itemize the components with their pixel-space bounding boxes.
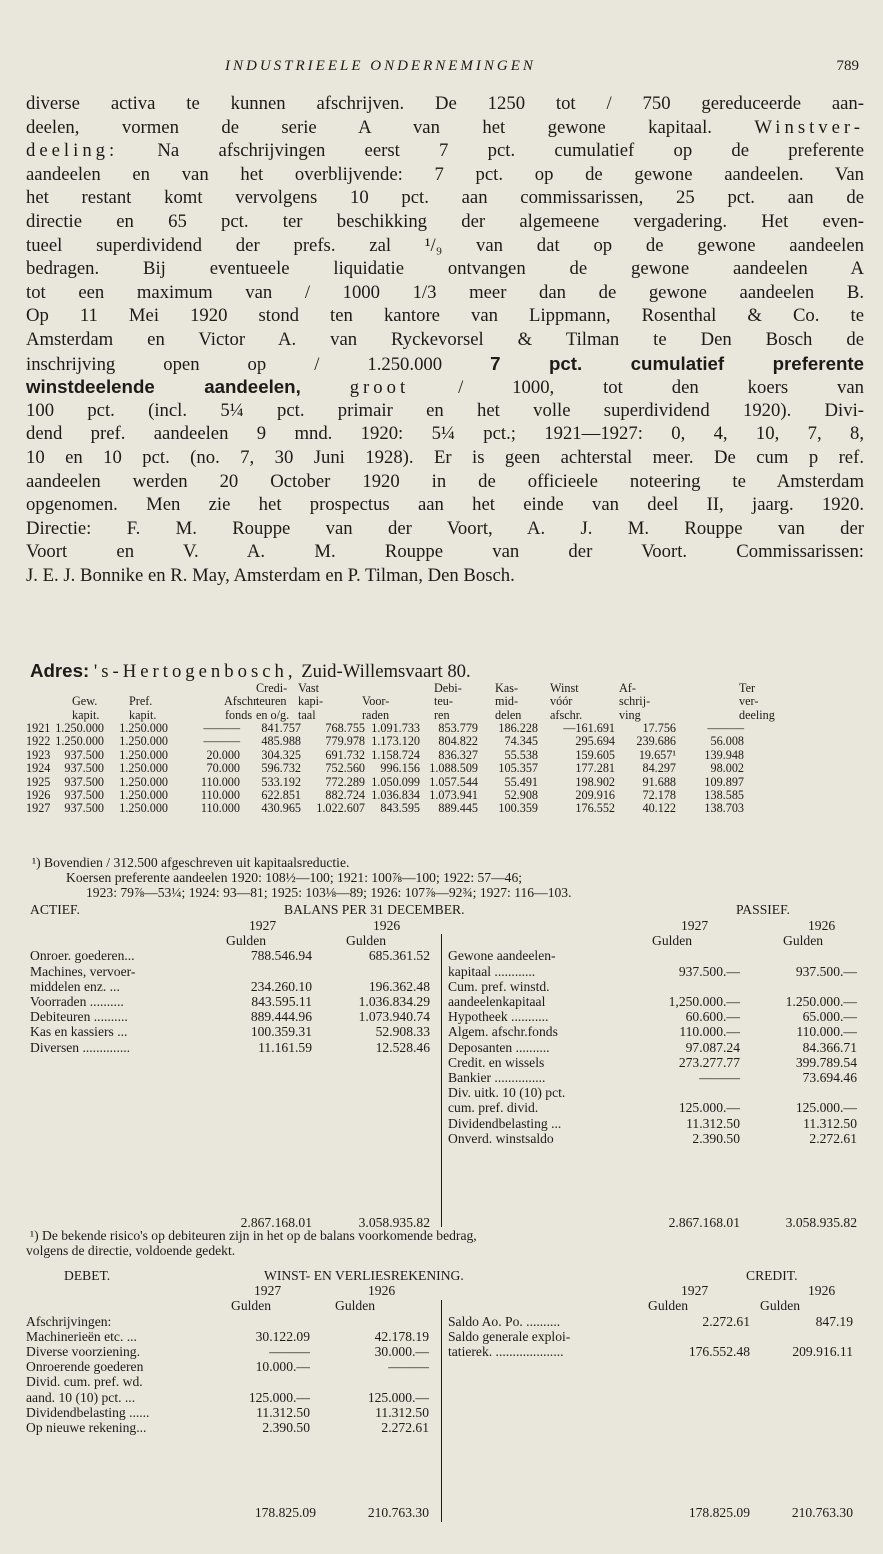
balance-item-label: Dividendbelasting ...: [448, 1115, 562, 1131]
stats-cell: ———: [203, 721, 240, 735]
balance-value: ———: [699, 1070, 740, 1085]
stats-year: 1922: [26, 734, 51, 749]
stats-cell: 533.192: [261, 774, 301, 789]
balance-value: 125.000.—: [795, 1100, 857, 1116]
stats-cell: 176.552: [575, 801, 615, 816]
balance-value: 110.000.—: [796, 1024, 857, 1040]
stats-cell: 622.851: [261, 788, 301, 802]
body-line: Amsterdam en Victor A. van Ryckevorsel & Tilman te Den Bosch de: [26, 328, 864, 350]
passief-label: PASSIEF.: [736, 902, 790, 917]
balance-value: 11.161.59: [258, 1039, 312, 1055]
stats-cell: 691.732: [325, 747, 365, 762]
balance-item-label: kapitaal ............: [448, 963, 536, 979]
stats-header-cred: teuren: [256, 694, 287, 709]
balance-total: 3.058.935.82: [358, 1215, 430, 1230]
balance-item-label: Credit. en wissels: [448, 1054, 545, 1070]
pl-value: 30.122.09: [255, 1328, 310, 1344]
balance-value: 685.361.52: [368, 948, 430, 964]
pl-value: 2.390.50: [262, 1420, 310, 1435]
stats-cell: 1.073.941: [429, 788, 478, 802]
stats-header-vast: taal: [298, 707, 316, 722]
body-line: tot een maximum van / 1000 1/3 meer dan de gewone aandeelen B.: [26, 281, 864, 303]
balance-value: 843.595.11: [251, 994, 312, 1009]
stats-header-afschr: fonds: [225, 707, 253, 722]
stats-cell: 779.978: [325, 734, 365, 749]
balance-value: 2.390.50: [692, 1130, 740, 1146]
balance-value: 889.444.96: [250, 1009, 312, 1025]
balance-note: volgens de directie, voldoende gedekt.: [26, 1243, 236, 1258]
stats-cell: 430.965: [261, 801, 301, 816]
body-line: aandeelen en van het overblijvende: 7 pct. op de gewone aandeelen. Van: [26, 163, 864, 185]
balance-value: 11.312.50: [686, 1115, 740, 1131]
stats-cell: 772.289: [325, 774, 365, 789]
balance-item-label: Onroer. goederen...: [30, 948, 135, 964]
stats-header-pref: Pref.: [129, 694, 153, 709]
stats-footnote: ¹) Bovendien / 312.500 afgeschreven uit kapitaalsreductie.: [32, 855, 350, 870]
pl-unit: Gulden: [231, 1298, 272, 1314]
stats-header-debi: ren: [434, 707, 450, 722]
address-city: 's-Hertogenbosch,: [93, 661, 297, 682]
stats-cell: 1.057.544: [429, 774, 478, 789]
stats-cell: —161.691: [563, 721, 615, 735]
pl-year: 1927: [254, 1283, 282, 1299]
address-line: [30, 660, 471, 683]
body-line: het restant komt vervolgens 10 pct. aan commissarissen, 25 pct. aan de: [26, 187, 864, 209]
pl-year: 1927: [681, 1283, 709, 1299]
stats-header-winst: Winst: [550, 681, 579, 695]
pl-value: 2.272.61: [702, 1313, 750, 1329]
stats-header-af: Af-: [619, 681, 636, 695]
header-title: INDUSTRIEELE ONDERNEMINGEN: [225, 58, 536, 74]
stats-cell: 72.178: [642, 788, 676, 802]
stats-cell: 198.902: [575, 774, 615, 789]
stats-header-kas: Kas-: [495, 681, 519, 695]
balance-item-label: Gewone aandeelen-: [448, 948, 556, 964]
stats-cell: 177.281: [575, 761, 615, 776]
stats-header-debi: Debi-: [434, 681, 462, 695]
stats-header-voor: raden: [362, 707, 390, 722]
body-line: 100 pct. (incl. 5¼ pct. primair en het volle superdividend 1920). Divi-: [26, 399, 864, 421]
stats-koersen-line: 1923: 79⅞—53¼; 1924: 93—81; 1925: 103⅛—89; 1926: 107⅞—92¾; 1927: 116—103.: [86, 885, 572, 900]
stats-cell: 752.560: [325, 761, 365, 776]
stats-cell: 91.688: [642, 774, 676, 789]
body-line: bedragen. Bij eventueele liquidatie ontvangen de gewone aandeelen A: [26, 258, 864, 280]
balance-unit: Gulden: [783, 933, 824, 949]
balance-value: 1.250.000.—: [785, 994, 857, 1009]
body-line: deelen, vormen de serie A van het gewone kapitaal. Winstver-: [26, 116, 864, 138]
body-line: aandeelen werden 20 October 1920 in de officieele noteering te Amsterdam: [26, 470, 864, 492]
stats-header-winst: vóór: [550, 694, 573, 709]
pl-title: WINST- EN VERLIESREKENING.: [264, 1268, 464, 1283]
balance-value: 399.789.54: [795, 1054, 857, 1070]
balance-item-label: cum. pref. divid.: [448, 1100, 539, 1116]
pl-item-label: Divid. cum. pref. wd.: [26, 1374, 143, 1390]
body-line: directie en 65 pct. ter beschikking der algemeene vergadering. Het even-: [26, 210, 864, 232]
statistics-footnotes: [26, 855, 866, 900]
stats-cell: 52.908: [504, 788, 538, 802]
body-line: dend pref. aandeelen 9 mnd. 1920: 5¼ pct.; 1921—1927: 0, 4, 10, 7, 8,: [26, 423, 864, 445]
body-line: diverse activa te kunnen afschrijven. De 1250 tot / 750 gereduceerde aan-: [26, 93, 864, 114]
stats-header-cred: Credi-: [256, 681, 288, 695]
stats-cell: 996.156: [380, 761, 420, 776]
stats-cell: 1.250.000: [55, 734, 104, 749]
balance-value: 110.000.—: [679, 1024, 740, 1040]
stats-cell: 109.897: [704, 774, 744, 789]
pl-item-label: Afschrijvingen:: [26, 1313, 112, 1329]
stats-cell: 485.988: [261, 734, 301, 749]
stats-cell: 74.345: [504, 734, 538, 749]
balance-value: 65.000.—: [802, 1009, 857, 1025]
stats-cell: 1.250.000: [119, 801, 168, 816]
body-line: tueel superdividend der prefs. zal ¹/₉ van dat op de gewone aandeelen: [26, 234, 864, 256]
pl-item-label: Saldo generale exploi-: [448, 1328, 571, 1344]
stats-cell: 882.724: [325, 788, 365, 802]
balance-item-label: Bankier ...............: [448, 1070, 546, 1085]
pl-item-label: Saldo Ao. Po. ..........: [448, 1313, 561, 1329]
stats-header-pref: kapit.: [129, 707, 157, 722]
stats-cell: ———: [203, 734, 240, 749]
stats-cell: 937.500: [64, 747, 104, 762]
balance-value: 196.362.48: [368, 978, 430, 994]
balance-value: 52.908.33: [375, 1024, 430, 1040]
balance-total: 2.867.168.01: [240, 1215, 312, 1230]
pl-item-label: aand. 10 (10) pct. ...: [26, 1389, 136, 1405]
stats-cell: 1.036.834: [371, 788, 420, 802]
pl-total: 178.825.09: [254, 1505, 316, 1520]
pl-total: 178.825.09: [688, 1505, 750, 1520]
running-header: [0, 58, 883, 78]
stats-cell: 1.088.509: [429, 761, 478, 776]
stats-cell: 56.008: [710, 734, 744, 749]
body-line: deeling: Na afschrijvingen eerst 7 pct. cumulatief op de preferente: [26, 140, 864, 162]
stats-header-debi: teu-: [434, 694, 453, 709]
pl-total: 210.763.30: [791, 1505, 853, 1520]
stats-cell: 209.916: [575, 788, 615, 802]
stats-cell: 1.250.000: [119, 761, 168, 776]
stats-header-afschr: Afschr.: [224, 694, 260, 709]
pl-unit: Gulden: [648, 1298, 689, 1314]
stats-header-gew: Gew.: [72, 694, 98, 709]
address-label: Adres:: [30, 660, 90, 681]
balance-year: 1927: [681, 918, 709, 933]
body-paragraph: [26, 92, 864, 587]
stats-cell: 841.757: [261, 721, 301, 735]
stats-cell: 110.000: [200, 788, 240, 802]
body-line: J. E. J. Bonnike en R. May, Amsterdam en P. Tilman, Den Bosch.: [26, 564, 515, 586]
stats-cell: 937.500: [64, 761, 104, 776]
pl-value: 30.000.—: [374, 1344, 429, 1359]
balance-item-label: Voorraden ..........: [30, 994, 124, 1009]
stats-cell: 70.000: [206, 761, 240, 776]
pl-total: 210.763.30: [367, 1505, 429, 1520]
stats-cell: 139.948: [704, 747, 744, 762]
balance-value: 84.366.71: [802, 1039, 857, 1055]
stats-year: 1926: [26, 788, 51, 802]
pl-item-label: Machinerieën etc. ...: [26, 1328, 137, 1344]
pl-value: 125.000.—: [248, 1389, 310, 1405]
pl-unit: Gulden: [760, 1298, 801, 1314]
stats-cell: 1.250.000: [55, 721, 104, 735]
stats-cell: 110.000: [200, 774, 240, 789]
balance-value: 2.272.61: [809, 1130, 857, 1146]
balance-item-label: Machines, vervoer-: [30, 963, 136, 979]
balance-item-label: Cum. pref. winstd.: [448, 978, 550, 994]
balance-item-label: aandeelenkapitaal: [448, 994, 546, 1009]
balance-note: ¹) De bekende risico's op debiteuren zijn in het op de balans voorkomende bedrag,: [30, 1228, 477, 1243]
stats-cell: 19.657¹: [638, 747, 676, 762]
stats-cell: 40.122: [642, 801, 676, 816]
stats-cell: 937.500: [64, 801, 104, 816]
stats-cell: 1.250.000: [119, 774, 168, 789]
pl-item-label: tatierek. ....................: [448, 1344, 564, 1359]
balance-item-label: Debiteuren ..........: [30, 1009, 128, 1025]
pl-value: ———: [388, 1359, 429, 1375]
stats-cell: 186.228: [498, 721, 538, 735]
pl-value: 209.916.11: [792, 1344, 853, 1359]
body-line: 10 en 10 pct. (no. 7, 30 Juni 1928). Er is geen achterstal meer. De cum p ref.: [26, 446, 864, 468]
stats-header-kas: mid-: [495, 694, 519, 709]
body-line: Voort en V. A. M. Rouppe van der Voort. Commissarissen:: [26, 541, 864, 563]
pl-item-label: Diverse voorziening.: [26, 1344, 141, 1359]
pl-item-label: Op nieuwe rekening...: [26, 1420, 147, 1435]
balance-value: 1.036.834.29: [358, 994, 430, 1009]
address-street: Zuid-Willemsvaart 80.: [301, 661, 471, 682]
balance-value: 1.073.940.74: [358, 1009, 430, 1025]
balance-year: 1927: [249, 918, 277, 933]
balance-item-label: Kas en kassiers ...: [30, 1024, 128, 1040]
stats-cell: 937.500: [64, 774, 104, 789]
balance-value: 937.500.—: [678, 963, 740, 979]
balance-value: 12.528.46: [375, 1039, 430, 1055]
stats-cell: 889.445: [438, 801, 478, 816]
stats-header-vast: kapi-: [298, 694, 324, 709]
stats-header-af: schrij-: [619, 694, 651, 709]
balance-divider: [441, 1213, 442, 1227]
pl-divider: [441, 1300, 442, 1522]
balance-item-label: middelen enz. ...: [30, 978, 120, 994]
stats-cell: 1.050.099: [371, 774, 420, 789]
balance-value: 100.359.31: [250, 1024, 312, 1040]
stats-cell: ———: [707, 721, 744, 735]
balance-item-label: Diversen ..............: [30, 1039, 131, 1055]
balance-value: 788.546.94: [250, 948, 312, 964]
stats-header-vast: Vast: [298, 681, 319, 695]
stats-cell: 1.250.000: [119, 747, 168, 762]
balance-year: 1926: [808, 918, 836, 933]
body-line: Directie: F. M. Rouppe van der Voort, A. J. M. Rouppe van der: [26, 517, 864, 539]
pl-value: 11.312.50: [375, 1404, 429, 1420]
stats-cell: 1.250.000: [119, 788, 168, 802]
stats-year: 1925: [26, 774, 51, 789]
pl-year: 1926: [368, 1283, 396, 1299]
stats-cell: 1.158.724: [371, 747, 420, 762]
stats-cell: 55.491: [504, 774, 538, 789]
stats-cell: 105.357: [498, 761, 538, 776]
stats-cell: 1.250.000: [119, 734, 168, 749]
stats-header-kas: delen: [495, 707, 522, 722]
balance-value: 273.277.77: [678, 1054, 740, 1070]
balance-item-label: Deposanten ..........: [448, 1039, 550, 1055]
pl-year: 1926: [808, 1283, 836, 1299]
stats-header-voor: Voor-: [362, 694, 390, 709]
stats-header-ter: deeling: [739, 707, 775, 722]
stats-cell: 295.694: [575, 734, 615, 749]
stats-cell: 100.359: [498, 801, 538, 816]
balance-value: 60.600.—: [685, 1009, 740, 1025]
stats-cell: 804.822: [438, 734, 478, 749]
pl-value: 42.178.19: [374, 1328, 429, 1344]
pl-item-label: Dividendbelasting ......: [26, 1404, 150, 1420]
stats-cell: 239.686: [636, 734, 676, 749]
stats-cell: 843.595: [380, 801, 420, 816]
stats-year: 1924: [26, 761, 51, 776]
body-line: opgenomen. Men zie het prospectus aan het einde van deel II, jaarg. 1920.: [26, 494, 864, 516]
balance-value: 11.312.50: [803, 1115, 857, 1131]
balance-value: 1,250.000.—: [668, 994, 740, 1009]
stats-cell: 1.173.120: [371, 734, 420, 749]
stats-cell: 138.703: [704, 801, 744, 816]
actief-label: ACTIEF.: [30, 902, 80, 917]
balance-value: 234.260.10: [250, 978, 312, 994]
pl-value: 125.000.—: [367, 1389, 429, 1405]
stats-cell: 596.732: [261, 761, 301, 776]
balance-value: 125.000.—: [678, 1100, 740, 1116]
stats-cell: 55.538: [504, 747, 538, 762]
balance-divider: [441, 934, 442, 1226]
stats-header-ter: Ter: [739, 681, 756, 695]
stats-cell: 159.605: [575, 747, 615, 762]
balance-item-label: Div. uitk. 10 (10) pct.: [448, 1085, 566, 1101]
stats-cell: 17.756: [642, 721, 676, 735]
balance-item-label: Onverd. winstsaldo: [448, 1130, 554, 1146]
stats-cell: 98.002: [710, 761, 744, 776]
stats-cell: 20.000: [206, 747, 240, 762]
stats-header-gew: kapit.: [72, 707, 100, 722]
stats-cell: 1.022.607: [316, 801, 365, 816]
stats-cell: 1.091.733: [371, 721, 420, 735]
balance-heading: [30, 902, 864, 917]
page-number: 789: [836, 58, 859, 74]
stats-cell: 768.755: [325, 721, 365, 735]
balance-title: BALANS PER 31 DECEMBER.: [284, 902, 465, 917]
balance-item-label: Hypotheek ...........: [448, 1009, 549, 1025]
body-line: Op 11 Mei 1920 stond ten kantore van Lippmann, Rosenthal & Co. te: [26, 305, 864, 327]
pl-unit: Gulden: [335, 1298, 376, 1314]
stats-cell: 836.327: [438, 747, 478, 762]
pl-value: 176.552.48: [688, 1344, 750, 1359]
stats-year: 1927: [26, 801, 51, 816]
stats-header-af: ving: [619, 707, 641, 722]
pl-value: 847.19: [815, 1313, 853, 1329]
balance-value: 97.087.24: [685, 1039, 740, 1055]
stats-header-winst: afschr.: [550, 707, 583, 722]
stats-cell: 110.000: [200, 801, 240, 816]
pl-item-label: Onroerende goederen: [26, 1359, 144, 1375]
stats-header-ter: ver-: [739, 694, 759, 709]
balance-unit: Gulden: [652, 933, 693, 949]
balance-total: 3.058.935.82: [785, 1215, 857, 1230]
stats-cell: 937.500: [64, 788, 104, 802]
pl-value: 10.000.—: [255, 1359, 310, 1375]
stats-cell: 138.585: [704, 788, 744, 802]
credit-label: CREDIT.: [746, 1268, 798, 1283]
pl-value: 2.272.61: [381, 1420, 429, 1435]
body-line: inschrijving open op / 1.250.000 7 pct. cumulatief preferente: [26, 352, 865, 375]
stats-year: 1921: [26, 721, 51, 735]
balance-unit: Gulden: [226, 933, 267, 949]
stats-cell: 304.325: [261, 747, 301, 762]
pl-value: ———: [269, 1344, 310, 1359]
balance-value: 937.500.—: [795, 963, 857, 979]
pl-value: 11.312.50: [256, 1404, 310, 1420]
stats-header-cred: en o/g.: [256, 707, 290, 722]
balance-total: 2.867.168.01: [668, 1215, 740, 1230]
balance-item-label: Algem. afschr.fonds: [448, 1024, 558, 1040]
stats-cell: 853.779: [438, 721, 478, 735]
balance-unit: Gulden: [346, 933, 387, 949]
balance-year: 1926: [373, 918, 401, 933]
stats-cell: 84.297: [642, 761, 676, 776]
stats-cell: 1.250.000: [119, 721, 168, 735]
balance-value: 73.694.46: [802, 1070, 857, 1085]
stats-year: 1923: [26, 747, 51, 762]
debet-label: DEBET.: [64, 1268, 111, 1283]
stats-koersen-line: Koersen preferente aandeelen 1920: 108½—100; 1921: 100⅞—100; 1922: 57—46;: [66, 870, 523, 885]
body-line: winstdeelende aandeelen, groot / 1000, tot den koers van: [26, 376, 864, 399]
